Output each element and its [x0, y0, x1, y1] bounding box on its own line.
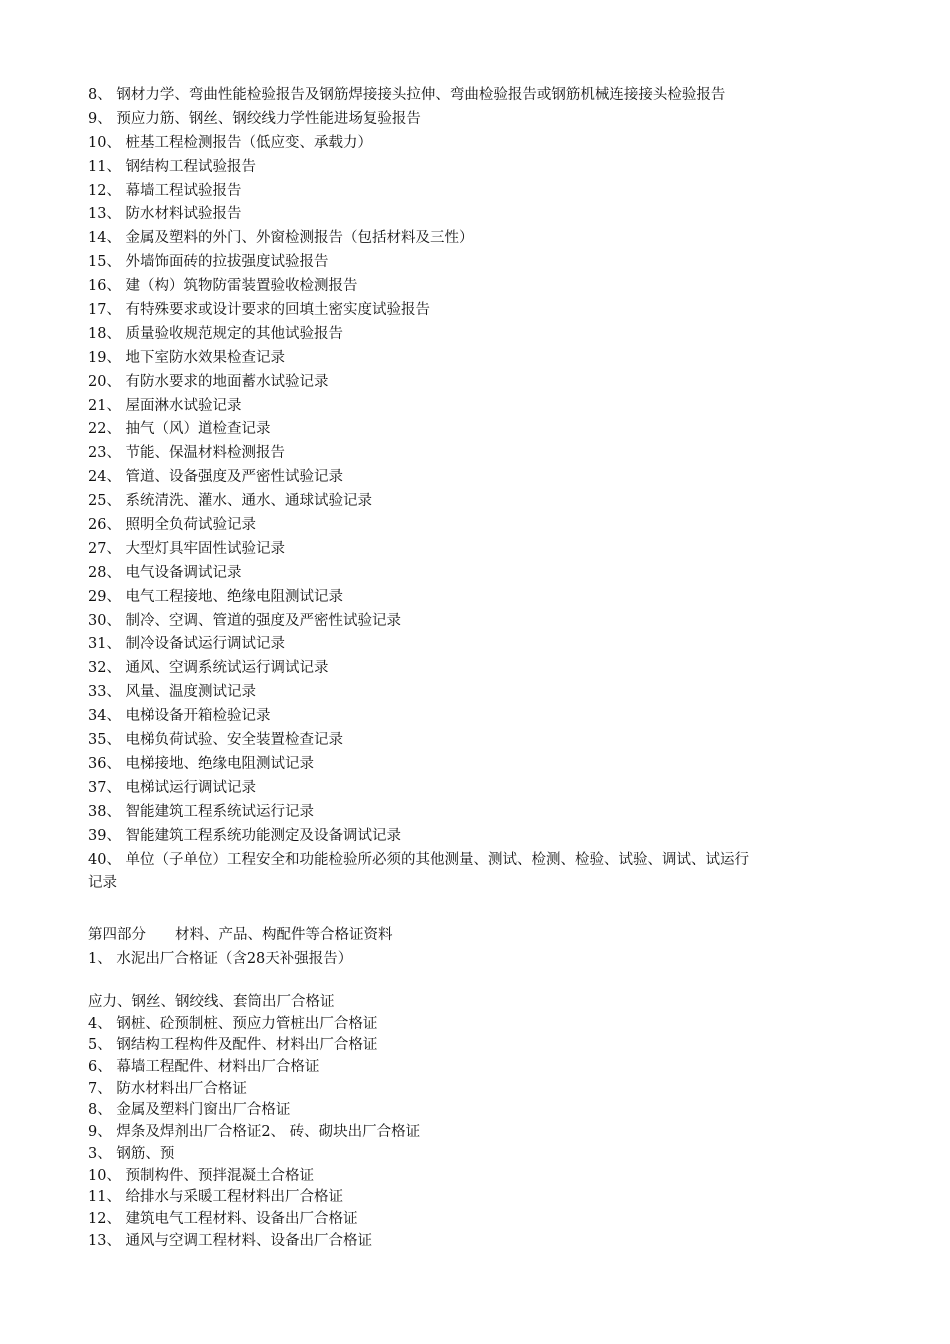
section-4	[88, 923, 858, 971]
list-item: 11、 给排水与采暖工程材料出厂合格证	[88, 1189, 344, 1206]
list-item: 25、 系统清洗、灌水、通水、通球试验记录	[88, 493, 373, 510]
list-item: 26、 照明全负荷试验记录	[88, 517, 257, 534]
list-item: 20、 有防水要求的地面蓄水试验记录	[88, 373, 329, 390]
list-item: 1、 水泥出厂合格证（含28天补强报告）	[88, 951, 353, 967]
list-item: 29、 电气工程接地、绝缘电阻测试记录	[88, 588, 344, 605]
list-item: 30、 制冷、空调、管道的强度及严密性试验记录	[88, 612, 402, 629]
list-item: 12、 建筑电气工程材料、设备出厂合格证	[88, 1210, 358, 1227]
list-item: 22、 抽气（风）道检查记录	[88, 421, 271, 438]
list-item: 11、 钢结构工程试验报告	[88, 158, 257, 175]
list-item: 7、 防水材料出厂合格证	[88, 1080, 247, 1097]
list-item: 21、 屋面淋水试验记录	[88, 397, 242, 414]
list-item: 40、 单位（子单位）工程安全和功能检验所必须的其他测量、测试、检测、检验、试验、调试、试运行	[88, 851, 750, 868]
list-item: 15、 外墙饰面砖的拉拔强度试验报告	[88, 254, 329, 271]
list-item: 27、 大型灯具牢固性试验记录	[88, 540, 286, 557]
list-item: 应力、钢丝、钢绞线、套筒出厂合格证	[88, 994, 335, 1010]
list-item: 36、 电梯接地、绝缘电阻测试记录	[88, 755, 315, 772]
list-item: 23、 节能、保温材料检测报告	[88, 445, 286, 462]
list-item: 32、 通风、空调系统试运行调试记录	[88, 660, 329, 677]
list-item: 33、 风量、温度测试记录	[88, 684, 257, 701]
list-item: 6、 幕墙工程配件、材料出厂合格证	[88, 1059, 320, 1076]
list-item: 24、 管道、设备强度及严密性试验记录	[88, 469, 344, 486]
list-item	[88, 1252, 858, 1274]
list-item: 14、 金属及塑料的外门、外窗检测报告（包括材料及三性）	[88, 230, 474, 247]
list-item: 13、 防水材料试验报告	[88, 206, 242, 223]
list-item: 8、 金属及塑料门窗出厂合格证	[88, 1102, 291, 1119]
list-item: 17、 有特殊要求或设计要求的回填土密实度试验报告	[88, 302, 431, 319]
list-item: 3、 钢筋、预	[88, 1145, 175, 1162]
list-item: 35、 电梯负荷试验、安全装置检查记录	[88, 732, 344, 749]
list-item: 37、 电梯试运行调试记录	[88, 779, 257, 796]
list-item: 34、 电梯设备开箱检验记录	[88, 708, 271, 725]
list-item: 9、 预应力筋、钢丝、钢绞线力学性能进场复验报告	[88, 110, 421, 127]
list-item: 13、 通风与空调工程材料、设备出厂合格证	[88, 1232, 373, 1249]
list-item: 9、 焊条及焊剂出厂合格证2、 砖、砌块出厂合格证	[88, 1124, 421, 1141]
list-item: 12、 幕墙工程试验报告	[88, 182, 242, 199]
list-item: 19、 地下室防水效果检查记录	[88, 349, 286, 366]
list-item: 16、 建（构）筑物防雷装置验收检测报告	[88, 278, 358, 295]
list-item: 5、 钢结构工程构件及配件、材料出厂合格证	[88, 1037, 378, 1054]
section-title: 第四部分 材料、产品、构配件等合格证资料	[88, 927, 393, 943]
test-report-list	[88, 84, 858, 896]
list-item: 8、 钢材力学、弯曲性能检验报告及钢筋焊接接头拉伸、弯曲检验报告或钢筋机械连接接头检验报告	[88, 87, 726, 103]
list-item: 39、 智能建筑工程系统功能测定及设备调试记录	[88, 827, 402, 844]
list-item-continuation: 记录	[88, 875, 117, 892]
list-item: 18、 质量验收规范规定的其他试验报告	[88, 325, 344, 342]
list-item: 28、 电气设备调试记录	[88, 564, 242, 581]
list-item: 10、 桩基工程检测报告（低应变、承载力）	[88, 134, 373, 151]
list-item: 10、 预制构件、预拌混凝土合格证	[88, 1167, 315, 1184]
list-item: 38、 智能建筑工程系统试运行记录	[88, 803, 315, 820]
certificate-list	[88, 992, 858, 1274]
list-item: 31、 制冷设备试运行调试记录	[88, 636, 286, 653]
list-item: 4、 钢桩、砼预制桩、预应力管桩出厂合格证	[88, 1015, 378, 1032]
